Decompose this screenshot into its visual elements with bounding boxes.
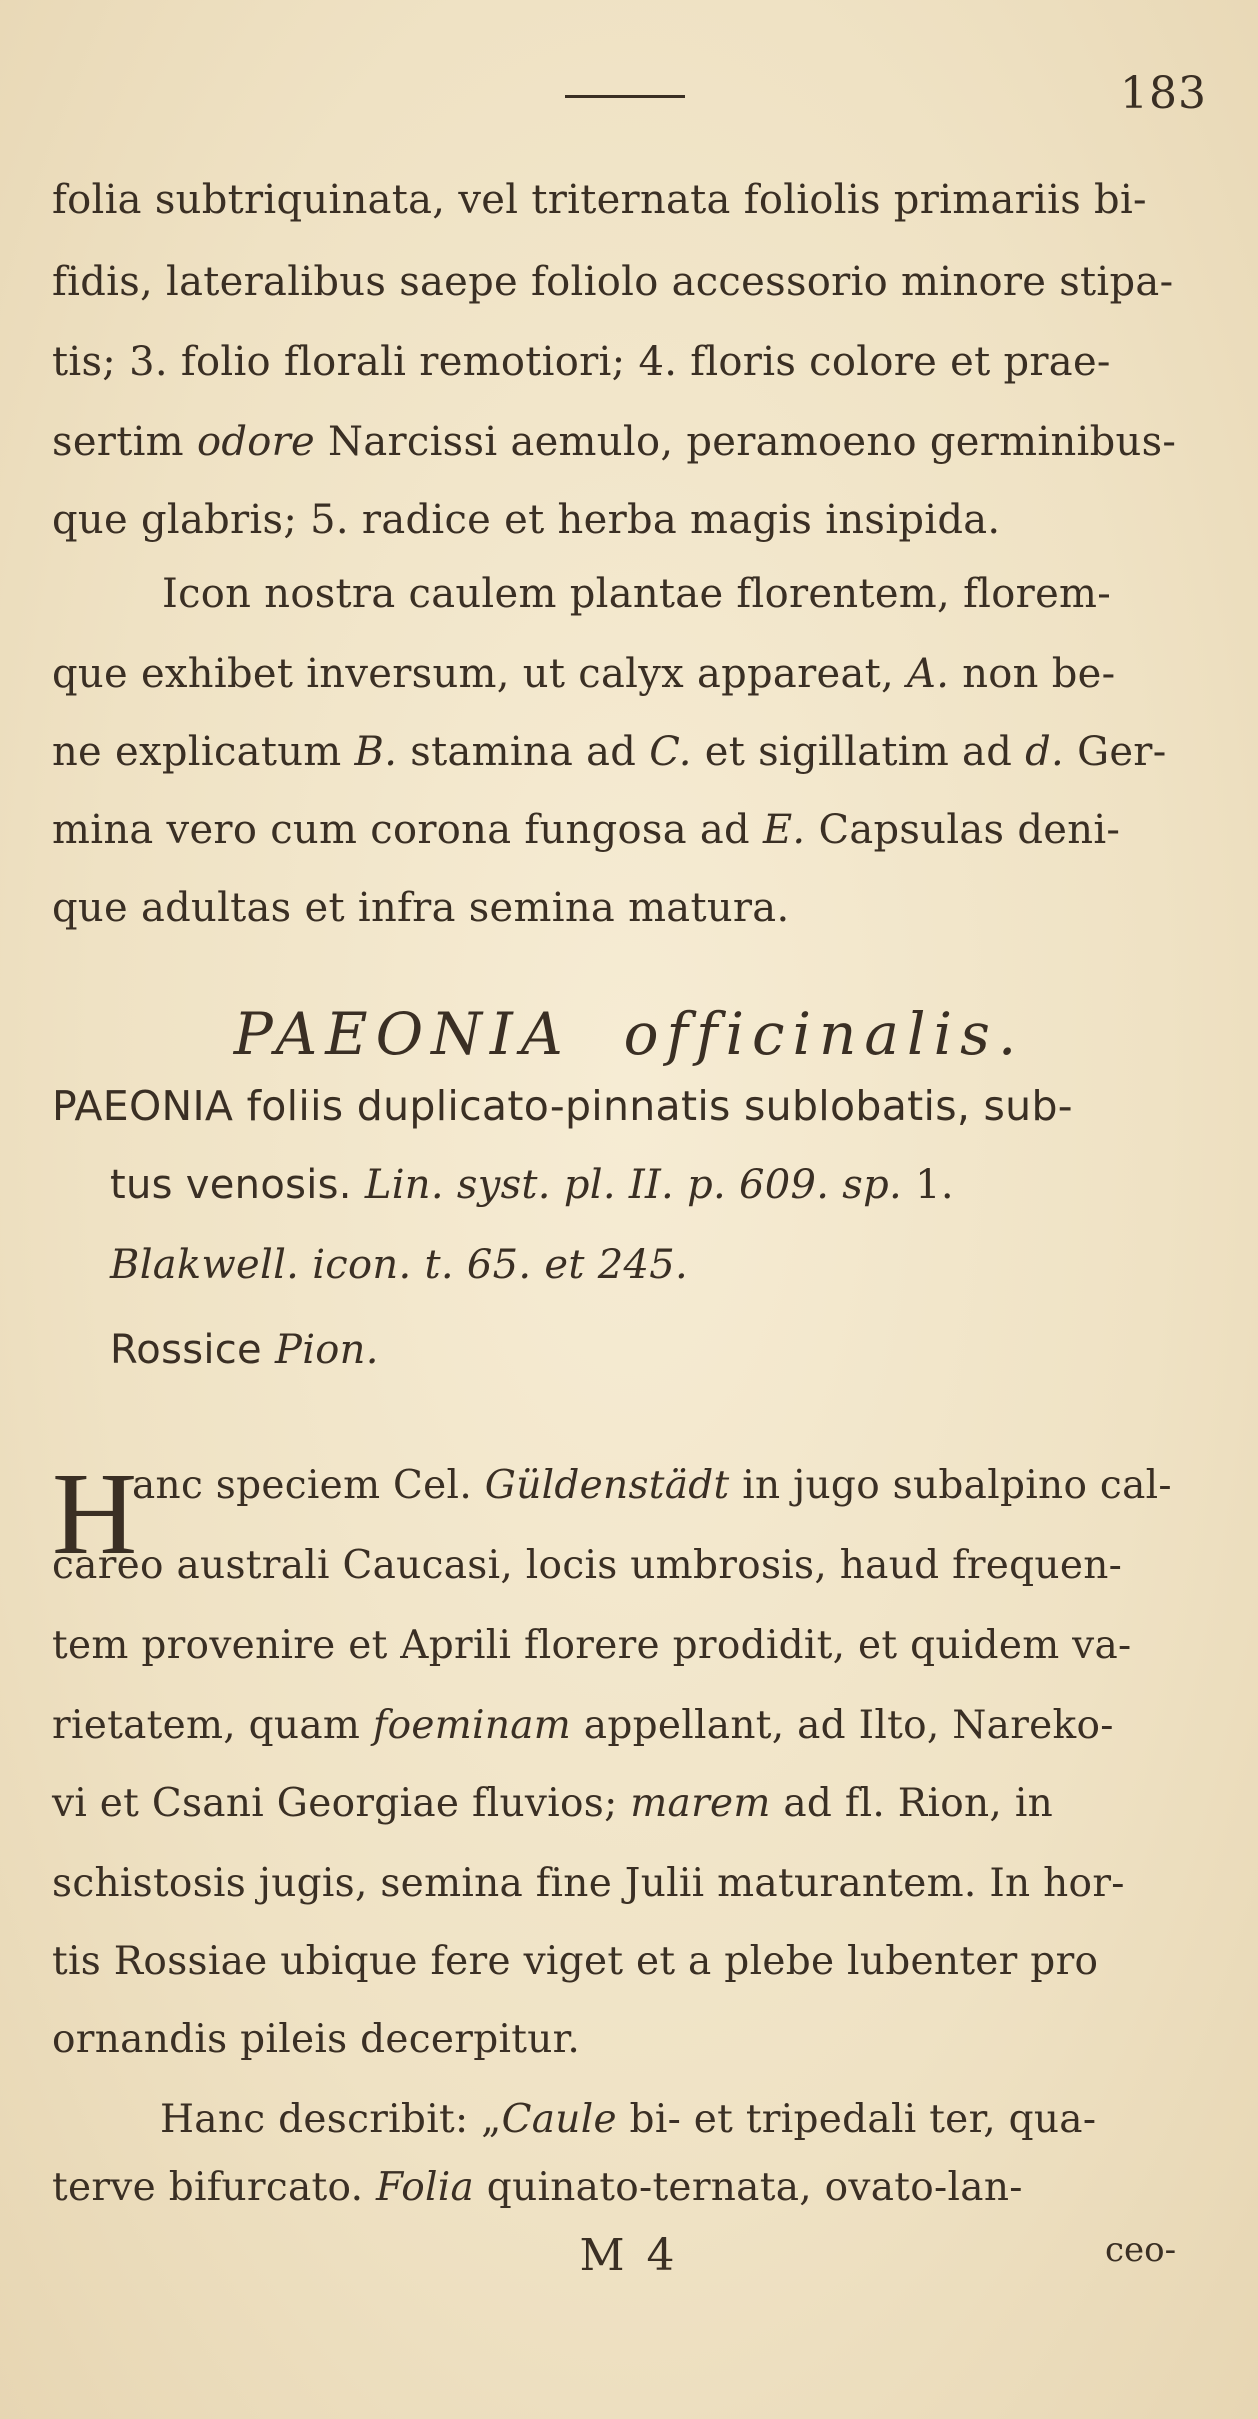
species-heading: PAEONIA officinalis. (233, 1000, 1025, 1068)
text-line: tem provenire et Aprili florere prodidit, et quidem va- (52, 1623, 1132, 1668)
text-line: schistosis jugis, semina fine Julii maturantem. In hor- (52, 1861, 1125, 1906)
text-line: tis Rossiae ubique fere viget et a plebe lubenter pro (52, 1939, 1099, 1984)
text-line: tis; 3. folio florali remotiori; 4. floris colore et prae- (52, 339, 1111, 385)
diagnosis-line: tus venosis. Lin. syst. pl. II. p. 609. sp. 1. (110, 1162, 954, 1208)
text-line: ornandis pileis decerpitur. (52, 2017, 581, 2062)
text-line: ne explicatum B. stamina ad C. et sigillatim ad d. Ger- (52, 729, 1167, 775)
catchword: ceo- (1105, 2230, 1177, 2270)
header-rule (565, 95, 685, 98)
text-line: rietatem, quam foeminam appellant, ad Ilto, Nareko- (52, 1703, 1114, 1748)
text-line: Icon nostra caulem plantae florentem, florem- (162, 571, 1112, 617)
text-line: folia subtriquinata, vel triternata foliolis primariis bi- (52, 177, 1147, 223)
text-line: fidis, lateralibus saepe foliolo accessorio minore stipa- (52, 259, 1174, 305)
text-line: careo australi Caucasi, locis umbrosis, haud frequen- (52, 1543, 1123, 1588)
text-line: que glabris; 5. radice et herba magis insipida. (52, 497, 1001, 543)
signature-mark: M 4 (579, 2230, 679, 2281)
page-number: 183 (1120, 68, 1207, 119)
text-line: sertim odore Narcissi aemulo, peramoeno germinibus- (52, 419, 1177, 465)
text-line: anc speciem Cel. Güldenstädt in jugo subalpino cal- (132, 1463, 1172, 1508)
diagnosis-line: Blakwell. icon. t. 65. et 245. (110, 1242, 689, 1288)
diagnosis-line: Rossice Pion. (110, 1327, 379, 1373)
text-line: Hanc describit: „Caule bi- et tripedali ter, qua- (160, 2097, 1097, 2142)
diagnosis-line: PAEONIA foliis duplicato-pinnatis sublobatis, sub- (52, 1082, 1073, 1130)
text-line: terve bifurcato. Folia quinato-ternata, ovato-lan- (52, 2165, 1023, 2210)
drop-cap: H (52, 1448, 138, 1579)
text-line: mina vero cum corona fungosa ad E. Capsulas deni- (52, 807, 1121, 853)
text-line: que adultas et infra semina matura. (52, 885, 790, 931)
text-line: que exhibet inversum, ut calyx appareat, A. non be- (52, 651, 1116, 697)
text-line: vi et Csani Georgiae fluvios; marem ad fl. Rion, in (52, 1781, 1054, 1826)
